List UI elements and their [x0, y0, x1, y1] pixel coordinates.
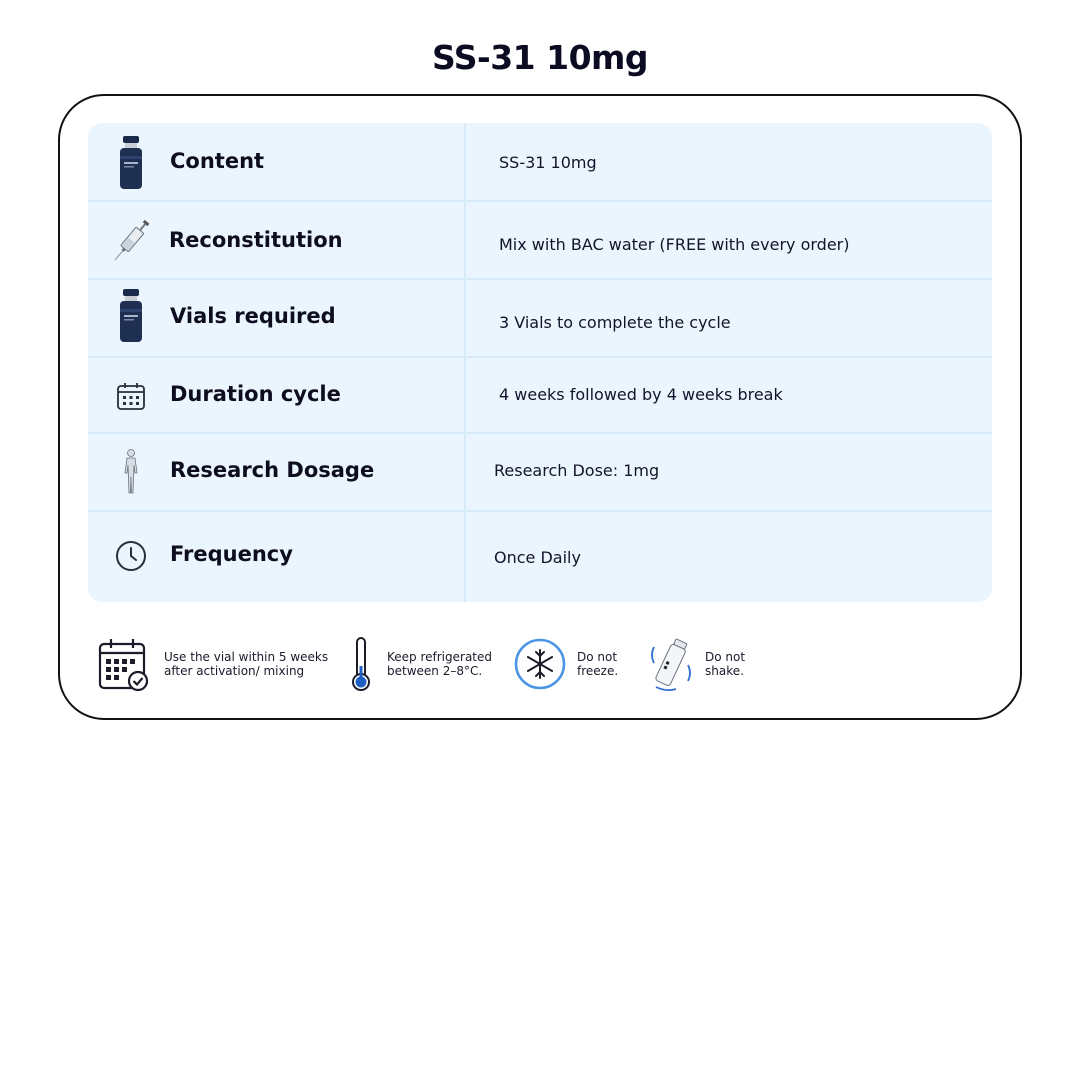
table-row-reconstitution: [88, 202, 992, 280]
care-item-use-within: [98, 632, 328, 696]
table-row-frequency: [88, 512, 992, 602]
row-label: Content: [170, 149, 265, 173]
thermometer-icon: [350, 636, 372, 692]
row-label: Duration cycle: [170, 382, 341, 406]
calendar-check-icon: [98, 636, 150, 692]
care-text: [164, 650, 328, 678]
row-label: Research Dosage: [170, 458, 375, 482]
care-text-line: Do not: [577, 650, 618, 664]
table-row-content: [88, 123, 992, 202]
page-title: SS-31 10mg: [431, 38, 649, 77]
care-text-line: Do not: [705, 650, 746, 664]
care-text-line: after activation/ mixing: [164, 664, 305, 678]
row-value: 4 weeks followed by 4 weeks break: [499, 385, 783, 404]
care-text-line: between 2–8°C.: [387, 664, 483, 678]
care-text: [705, 650, 745, 678]
care-item-do-not-shake: [648, 632, 745, 696]
human-body-icon: [110, 444, 152, 500]
row-label: Vials required: [170, 304, 336, 328]
vial-icon: [110, 288, 152, 344]
care-text-line: shake.: [705, 664, 744, 678]
table-row-research-dosage: [88, 434, 992, 512]
care-text-line: Use the vial within 5 weeks: [164, 650, 329, 664]
care-item-refrigerate: [350, 632, 492, 696]
calendar-icon: [110, 368, 152, 424]
shake-vial-icon: [648, 635, 694, 693]
care-item-do-not-freeze: [513, 632, 618, 696]
table-row-duration-cycle: [88, 358, 992, 434]
row-value: SS-31 10mg: [499, 153, 597, 172]
row-label: Frequency: [170, 542, 293, 566]
row-value: Once Daily: [494, 548, 581, 567]
row-value: Research Dose: 1mg: [494, 461, 660, 480]
care-text-line: Keep refrigerated: [387, 650, 493, 664]
product-info-card: [58, 94, 1022, 720]
care-text: [387, 650, 492, 678]
table-row-vials-required: [88, 280, 992, 358]
row-value: 3 Vials to complete the cycle: [499, 313, 731, 332]
row-label: Reconstitution: [169, 228, 343, 252]
info-table: [88, 123, 992, 602]
syringe-icon: [110, 213, 152, 269]
vial-icon: [110, 135, 152, 191]
care-text-line: freeze.: [577, 664, 619, 678]
care-text: [577, 650, 618, 678]
snowflake-icon: [513, 637, 567, 691]
row-value: Mix with BAC water (FREE with every order): [499, 235, 850, 254]
clock-icon: [110, 528, 152, 584]
